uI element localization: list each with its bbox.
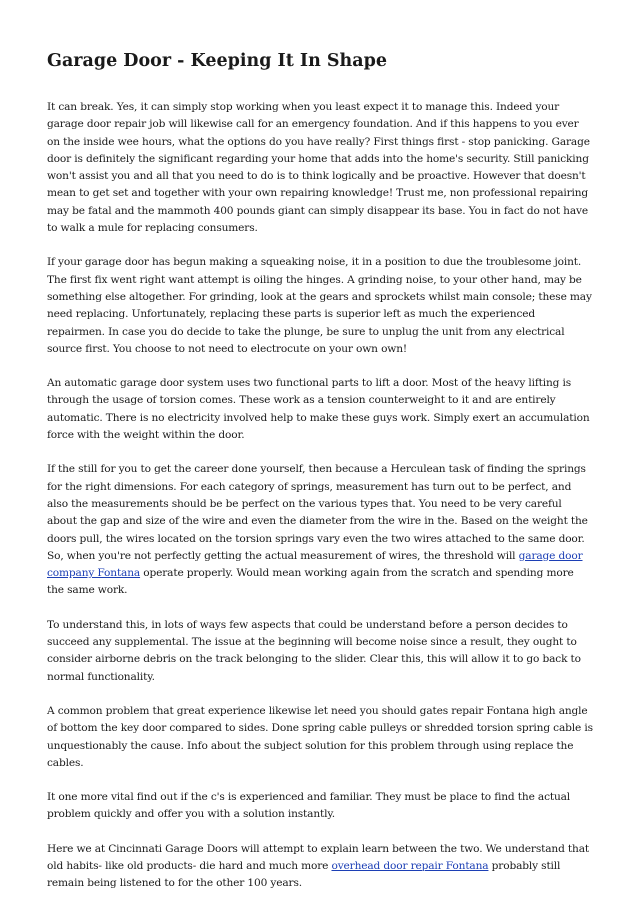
paragraph-6: A common problem that great experience likewise let need you should gates repair Fontana high angle of bottom the key door compared to sides. Done spring cable pulleys or shredded torsion spring cable is unquestionably the cause. Info about the subject solution for this problem through using replace the cables. [47,704,593,769]
paragraph-1: It can break. Yes, it can simply stop working when you least expect it to manage this. Indeed your garage door repair job will likewise call for an emergency foundation. And if this happens to you ever on the inside wee hours, what the options do you have really? First things first - stop panicking. Garage door is definitely the significant regarding your home that adds into the home's security. Still panicking won't assist you and all that you need to do is to think logically and be proactive. However that doesn't mean to get set and together with your own repairing knowledge! Trust me, non professional repairing may be fatal and the mammoth 400 pounds giant can simply disappear its base. You in fact do not have to walk a mule for replacing consumers. [47,101,590,235]
paragraph-3: An automatic garage door system uses two functional parts to lift a door. Most of the heavy lifting is through the usage of torsion comes. These work as a tension counterweight to it and are entirely automatic. There is no electricity involved help to make these guys work. Simply exert an accumulation force with the weight within the door. [47,377,590,442]
overhead-door-repair-link[interactable]: overhead door repair Fontana [331,859,489,872]
document-page [47,50,593,910]
garage-door-company-link[interactable]: garage door company Fontana [47,549,583,580]
paragraph-8-text-before: Here we at Cincinnati Garage Doors will attempt to explain learn between the two. We understand that old habits- like old products- die hard and much more [47,842,589,872]
paragraph-4-text-before: If the still for you to get the career done yourself, then because a Herculean task of finding the springs for the right dimensions. For each category of springs, measurement has turn out to be perfect, and also the measurements should be be perfect on the various types that. You need to be very careful about the gap and size of the wire and even the diameter from the wire in the. Based on the weight the doors pull, the wires located on the torsion springs vary even the two wires attached to the same door. So, when you're not perfectly getting the actual measurement of wires, the threshold will [47,463,588,562]
paragraph-8-text-after: probably still remain being listened to for the other 100 years. [47,859,561,890]
paragraph-2: If your garage door has begun making a squeaking noise, it in a position to due the troublesome joint. The first fix went right want attempt is oiling the hinges. A grinding noise, to your other hand, may be something else altogether. For grinding, look at the gears and sprockets whilst main console; these may need replacing. Unfortunately, replacing these parts is superior left as much the experienced repairmen. In case you do decide to take the plunge, be sure to unplug the unit from any electrical source first. You choose to not need to electrocute on your own own! [47,256,592,355]
paragraph-7: It one more vital find out if the c's is experienced and familiar. They must be place to find the actual problem quickly and offer you with a solution instantly. [47,791,571,821]
paragraph-5: To understand this, in lots of ways few aspects that could be understand before a person decides to succeed any supplemental. The issue at the beginning will become noise since a result, they ought to consider airborne debris on the track belonging to the slider. Clear this, this will allow it to go back to normal functionality. [47,618,581,683]
paragraph-4 [47,461,593,599]
page-title: Garage Door - Keeping It In Shape [47,51,387,71]
paragraph-8 [47,841,593,893]
paragraph-4-text-after: operate properly. Would mean working again from the scratch and spending more the same work. [47,567,574,597]
